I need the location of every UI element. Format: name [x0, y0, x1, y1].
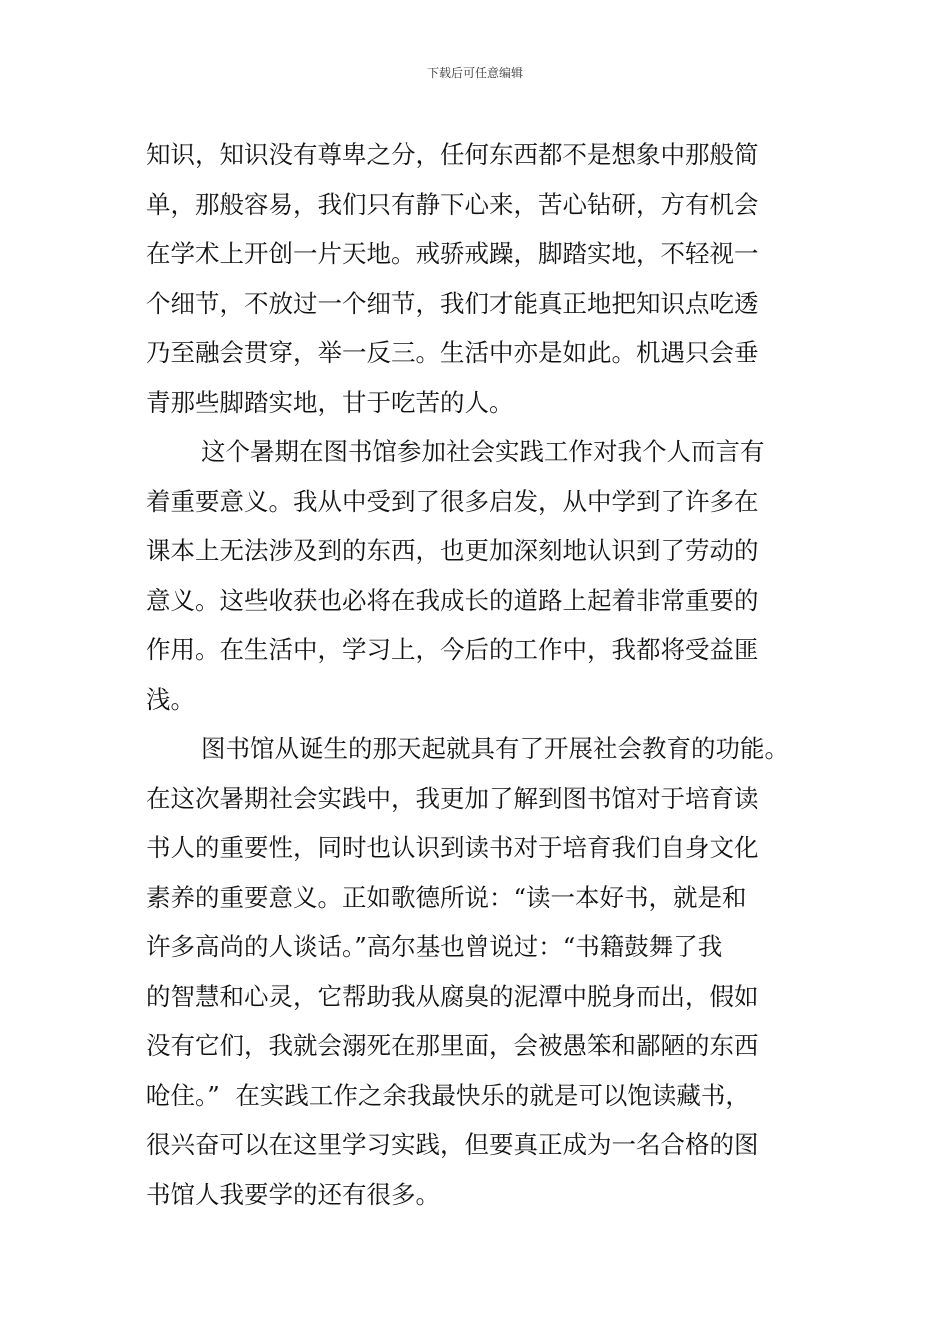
text-line: 在学术上开创一片天地。戒骄戒躁，脚踏实地，不轻视一 — [146, 239, 759, 268]
text-line: 很兴奋可以在这里学习实践，但要真正成为一名合格的图 — [146, 1130, 759, 1159]
text-line: 素养的重要意义。正如歌德所说：“读一本好书，就是和 — [146, 882, 747, 912]
text-line: 着重要意义。我从中受到了很多启发，从中学到了许多在 — [146, 486, 759, 516]
text-line: 书馆人我要学的还有很多。 — [146, 1179, 440, 1209]
paragraph-first-line: 图书馆从诞生的那天起就具有了开展社会教育的功能。 — [201, 734, 789, 763]
text-line: 知识，知识没有尊卑之分，任何东西都不是想象中那般简 — [146, 140, 759, 169]
text-line: 呛住。” 在实践工作之余我最快乐的就是可以饱读藏书， — [146, 1080, 750, 1110]
text-line: 意义。这些收获也必将在我成长的道路上起着非常重要的 — [146, 585, 759, 615]
text-line: 许多高尚的人谈话。”高尔基也曾说过：“书籍鼓舞了我 — [146, 932, 723, 961]
text-line: 单，那般容易，我们只有静下心来，苦心钻研，方有机会 — [146, 189, 759, 219]
text-line: 没有它们，我就会溺死在那里面，会被愚笨和鄙陋的东西 — [146, 1031, 759, 1060]
text-line: 的智慧和心灵，它帮助我从腐臭的泥潭中脱身而出，假如 — [146, 981, 759, 1011]
text-line: 个细节，不放过一个细节，我们才能真正地把知识点吃透 — [146, 288, 759, 318]
page-header: 下载后可任意编辑 — [426, 66, 523, 80]
text-line: 课本上无法涉及到的东西，也更加深刻地认识到了劳动的 — [146, 536, 759, 565]
document-body — [146, 130, 836, 1219]
text-line: 在这次暑期社会实践中，我更加了解到图书馆对于培育读 — [146, 783, 759, 813]
text-line: 乃至融会贯穿，举一反三。生活中亦是如此。机遇只会垂 — [146, 338, 759, 367]
text-line: 青那些脚踏实地，甘于吃苦的人。 — [146, 387, 514, 417]
text-line: 作用。在生活中，学习上，今后的工作中，我都将受益匪 — [146, 635, 759, 664]
paragraph-first-line: 这个暑期在图书馆参加社会实践工作对我个人而言有 — [201, 437, 765, 466]
text-line: 浅。 — [146, 684, 195, 714]
text-line: 书人的重要性，同时也认识到读书对于培育我们自身文化 — [146, 833, 759, 862]
